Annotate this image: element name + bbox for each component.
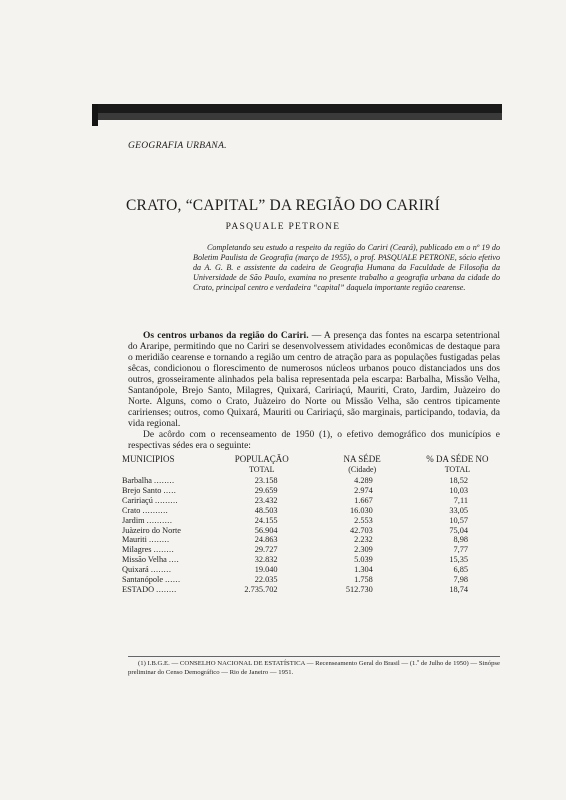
municipio-dots: ........ [150, 565, 172, 575]
cell-municipio [122, 555, 210, 565]
pct-value: 10,03 [449, 485, 468, 495]
pct-value: 33,05 [449, 505, 468, 515]
cell-pct [411, 496, 504, 506]
header-populacao-sub: TOTAL [249, 464, 275, 474]
total-value: 24.863 [254, 535, 278, 545]
paragraph-1-text: — A presença das fontes na escarpa setentrional do Araripe, permitindo que no Cariri se desenvolvessem atividades econômicas de destaque para o meridião cearense e tornando a região um centro de atração para as populações fustigadas pelas sêcas, condicionou o florescimento de numerosos núcleos urbanos pouco distanciados uns dos outros, grosseiramente alinhados pela balisa representada pela escarpa: Barbalha, Missão Velha, Santanópole, Brejo Santo, Milagres, Quixará, Caririaçú, Mauriti, Crato, Jardim, Juàzeiro do Norte. Alguns, como o Crato, Juàzeiro do Norte ou Missão Velha, são centros tipicamente caririenses; outros, como Quixará, Mauriti ou Caririaçú, são marginais, participando, todavia, da vida regional. [128, 331, 500, 429]
cell-municipio [122, 545, 210, 555]
pct-value: 7,98 [453, 575, 468, 585]
municipio-name: Barbalha [122, 476, 152, 485]
cell-municipio [122, 585, 210, 595]
cell-municipio [122, 476, 210, 486]
table-row [122, 545, 504, 555]
pct-value: 8,98 [453, 535, 468, 545]
cell-municipio [122, 535, 210, 545]
cell-pct [411, 506, 504, 516]
total-value: 32.832 [254, 555, 278, 565]
cell-sede [314, 486, 411, 496]
cell-pct [411, 516, 504, 526]
table-body [122, 476, 504, 595]
cell-pct [411, 555, 504, 565]
total-value: 23.158 [254, 476, 278, 485]
header-sede [314, 455, 411, 476]
header-pct [411, 455, 504, 476]
pct-value: 18,74 [449, 584, 468, 594]
total-value: 29.727 [254, 545, 278, 555]
municipio-name: ESTADO [122, 584, 155, 594]
cell-total [210, 506, 314, 516]
cell-total [210, 516, 314, 526]
cell-sede [314, 585, 411, 595]
sede-value: 1.667 [354, 495, 373, 505]
scan-edge-corner [92, 104, 98, 126]
total-value: 2.735.702 [244, 584, 278, 594]
header-municipios: MUNICIPIOS [122, 454, 175, 464]
municipio-name: Juàzeiro do Norte [122, 525, 181, 535]
cell-sede [314, 476, 411, 486]
cell-total [210, 565, 314, 575]
sede-value: 1.758 [354, 575, 373, 585]
municipio-name: Missão Velha [122, 555, 167, 565]
pct-value: 15,35 [449, 555, 468, 565]
cell-pct [411, 476, 504, 486]
municipio-dots: .......... [142, 505, 169, 515]
scan-edge-bar [92, 104, 502, 120]
sede-value: 16.030 [349, 505, 373, 515]
cell-pct [411, 526, 504, 536]
cell-pct [411, 565, 504, 575]
cell-sede [314, 545, 411, 555]
municipio-dots: ........ [156, 584, 177, 594]
section-label: GEOGRAFIA URBANA. [128, 141, 227, 151]
sede-value: 2.309 [354, 545, 373, 555]
cell-total [210, 585, 314, 595]
table-row [122, 565, 504, 575]
header-pct-label: % DA SÉDE NO [426, 454, 489, 464]
municipio-dots: ..... [163, 485, 177, 495]
pct-value: 10,57 [449, 515, 468, 525]
total-value: 19.040 [254, 565, 278, 575]
sede-value: 2.553 [354, 515, 373, 525]
municipio-dots: ...... [165, 575, 181, 585]
pct-value: 7,11 [453, 495, 468, 505]
total-value: 23.432 [254, 495, 278, 505]
table-row [122, 575, 504, 585]
municipio-dots: ........ [154, 476, 175, 485]
footnote-text: (1) I.B.G.E. — CONSELHO NACIONAL DE ESTATÍSTICA — Recenseamento Geral do Brasil — (1.º de Julho de 1950) — Sinópse preliminar do Censo Demográfico — Rio de Janeiro — 1951. [128, 660, 500, 676]
sede-value: 2.232 [354, 535, 373, 545]
municipio-name: Milagres [122, 545, 152, 555]
cell-pct [411, 486, 504, 496]
cell-total [210, 555, 314, 565]
cell-municipio [122, 565, 210, 575]
paragraph-1 [128, 331, 500, 430]
article-author: PASQUALE PETRONE [225, 222, 341, 232]
cell-municipio [122, 516, 210, 526]
table-row [122, 526, 504, 536]
municipio-name: Crato [122, 505, 141, 515]
table-row [122, 516, 504, 526]
pct-value: 18,52 [449, 476, 468, 485]
cell-total [210, 526, 314, 536]
total-value: 29.659 [254, 485, 278, 495]
cell-sede [314, 526, 411, 536]
cell-total [210, 476, 314, 486]
cell-sede [314, 535, 411, 545]
municipio-name: Quixará [122, 565, 149, 575]
cell-pct [411, 545, 504, 555]
municipio-name: Mauriti [122, 535, 147, 545]
header-sede-sub: (Cidade) [348, 464, 377, 474]
total-value: 56.904 [254, 525, 278, 535]
body-text [128, 331, 500, 452]
cell-sede [314, 555, 411, 565]
cell-sede [314, 506, 411, 516]
municipios-table [122, 455, 504, 595]
cell-municipio [122, 575, 210, 585]
municipio-name: Jardim [122, 515, 145, 525]
header-populacao [210, 455, 314, 476]
municipio-name: Brejo Santo [122, 485, 162, 495]
table-row [122, 535, 504, 545]
municipio-name: Caririaçú [122, 495, 153, 505]
table-row [122, 555, 504, 565]
footnote [128, 660, 500, 677]
header-pct-sub: TOTAL [444, 464, 471, 474]
municipio-name: Santanópole [122, 575, 164, 585]
cell-pct [411, 535, 504, 545]
cell-total [210, 496, 314, 506]
sede-value: 2.974 [354, 485, 373, 495]
pct-value: 7,77 [453, 545, 468, 555]
municipio-dots: ........ [153, 545, 175, 555]
municipio-dots: ......... [154, 495, 179, 505]
sede-value: 42.703 [349, 525, 373, 535]
header-sede-label: NA SÉDE [343, 454, 381, 464]
table-row [122, 486, 504, 496]
cell-municipio [122, 526, 210, 536]
table-header-row [122, 455, 504, 476]
footnote-rule [128, 656, 500, 657]
municipio-dots: .......... [146, 515, 173, 525]
cell-pct [411, 585, 504, 595]
municipio-dots: ........ [148, 535, 170, 545]
cell-total [210, 486, 314, 496]
pct-value: 6,85 [453, 565, 468, 575]
cell-total [210, 545, 314, 555]
sede-value: 5.039 [354, 555, 373, 565]
table-row [122, 496, 504, 506]
cell-municipio [122, 496, 210, 506]
sede-value: 512.730 [345, 584, 373, 594]
abstract [193, 243, 500, 293]
total-value: 24.155 [254, 515, 278, 525]
total-value: 22.035 [254, 575, 278, 585]
cell-total [210, 575, 314, 585]
cell-municipio [122, 506, 210, 516]
table-row [122, 585, 504, 595]
sede-value: 1.304 [354, 565, 373, 575]
cell-total [210, 535, 314, 545]
cell-pct [411, 575, 504, 585]
article-title: CRATO, “CAPITAL” DA REGIÃO DO CARIRÍ [126, 197, 440, 214]
cell-municipio [122, 486, 210, 496]
cell-sede [314, 516, 411, 526]
municipio-dots: .... [168, 555, 180, 565]
cell-sede [314, 575, 411, 585]
sede-value: 4.289 [354, 476, 373, 485]
paragraph-2: De acôrdo com o recenseamento de 1950 (1), o efetivo demográfico dos municípios e respectivas sédes era o seguinte: [128, 430, 500, 451]
header-populacao-label: POPULAÇÃO [234, 454, 289, 464]
cell-sede [314, 565, 411, 575]
table-row [122, 476, 504, 486]
table-row [122, 506, 504, 516]
abstract-text: Completando seu estudo a respeito da região do Cariri (Ceará), publicado em o nº 19 do Boletim Paulista de Geografia (março de 1955), o prof. PASQUALE PETRONE, sócio efetivo da A. G. B. e assistente da cadeira de Geografia Humana da Faculdade de Filosofia da Universidade de São Paulo, examina no presente trabalho a geografia urbana da cidade do Crato, principal centro e verdadeira “capital” daquela importante região cearense. [193, 243, 500, 292]
total-value: 48.503 [254, 505, 278, 515]
pct-value: 75,04 [449, 525, 468, 535]
cell-sede [314, 496, 411, 506]
paragraph-lead: Os centros urbanos da região do Cariri. [143, 331, 309, 341]
